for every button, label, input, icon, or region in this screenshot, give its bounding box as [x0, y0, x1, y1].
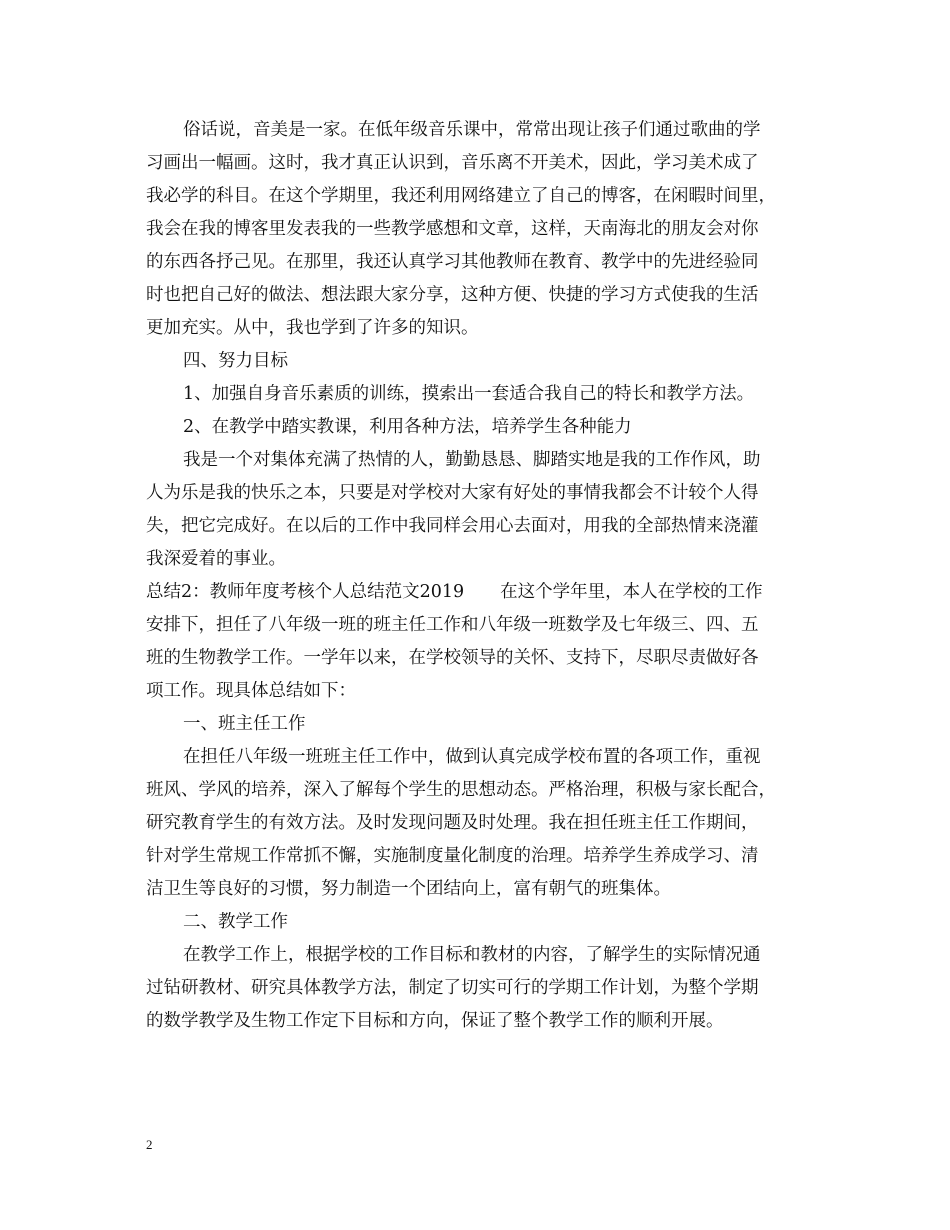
- paragraph-line: 洁卫生等良好的习惯，努力制造一个团结向上，富有朝气的班集体。: [146, 879, 671, 899]
- paragraph-line: 班风、学风的培养，深入了解每个学生的思想动态。严格治理，积极与家长配合，: [146, 780, 776, 800]
- paragraph-line: 安排下，担任了八年级一班的班主任工作和八年级一班数学及七年级三、四、五: [146, 615, 759, 635]
- paragraph-line: 项工作。现具体总结如下：: [146, 681, 356, 701]
- paragraph-line: 在这个学年里，本人在学校的工作: [500, 582, 763, 602]
- paragraph-line: 研究教育学生的有效方法。及时发现问题及时处理。我在担任班主任工作期间，: [146, 813, 759, 833]
- paragraph-line: 的数学教学及生物工作定下目标和方向，保证了整个教学工作的顺利开展。: [146, 1011, 724, 1031]
- paragraph-line: 我深爱着的事业。: [146, 549, 286, 569]
- section-heading: 一、班主任工作: [183, 714, 306, 734]
- paragraph-line: 班的生物教学工作。一学年以来，在学校领导的关怀、支持下，尽职尽责做好各: [146, 648, 759, 668]
- section-heading: 四、努力目标: [183, 351, 288, 371]
- summary-heading-line: [146, 580, 806, 604]
- paragraph-line: 我必学的科目。在这个学期里，我还利用网络建立了自己的博客，在闲暇时间里，: [146, 186, 776, 206]
- paragraph-line: 时也把自己好的做法、想法跟大家分享，这种方便、快捷的学习方式使我的生活: [146, 285, 759, 305]
- page-number: 2: [146, 1137, 153, 1152]
- paragraph-line: 的东西各抒己见。在那里，我还认真学习其他教师在教育、教学中的先进经验同: [146, 252, 759, 272]
- paragraph-line: 失，把它完成好。在以后的工作中我同样会用心去面对，用我的全部热情来浇灌: [146, 516, 759, 536]
- paragraph-line: 我会在我的博客里发表我的一些教学感想和文章，这样，天南海北的朋友会对你: [146, 219, 759, 239]
- list-item: 1、加强自身音乐素质的训练，摸索出一套适合我自己的特长和教学方法。: [183, 384, 755, 404]
- paragraph-line: 针对学生常规工作常抓不懈，实施制度量化制度的治理。培养学生养成学习、清: [146, 846, 759, 866]
- paragraph-line: 在担任八年级一班班主任工作中，做到认真完成学校布置的各项工作，重视: [183, 747, 761, 767]
- paragraph-line: 在教学工作上，根据学校的工作目标和教材的内容，了解学生的实际情况通: [183, 945, 761, 965]
- list-item: 2、在教学中踏实教课，利用各种方法，培养学生各种能力: [183, 417, 632, 437]
- paragraph-line: 更加充实。从中，我也学到了许多的知识。: [146, 318, 479, 338]
- section-heading: 二、教学工作: [183, 912, 288, 932]
- paragraph-line: 过钻研教材、研究具体教学方法，制定了切实可行的学期工作计划，为整个学期: [146, 978, 759, 998]
- paragraph-line: 人为乐是我的快乐之本，只要是对学校对大家有好处的事情我都会不计较个人得: [146, 483, 759, 503]
- paragraph-line: 习画出一幅画。这时，我才真正认识到，音乐离不开美术，因此，学习美术成了: [146, 153, 759, 173]
- paragraph-line: 我是一个对集体充满了热情的人，勤勤恳恳、脚踏实地是我的工作作风，助: [183, 450, 761, 470]
- paragraph-line: 俗话说，音美是一家。在低年级音乐课中，常常出现让孩子们通过歌曲的学: [183, 120, 761, 140]
- summary-title: 总结2：教师年度考核个人总结范文2019: [146, 582, 465, 602]
